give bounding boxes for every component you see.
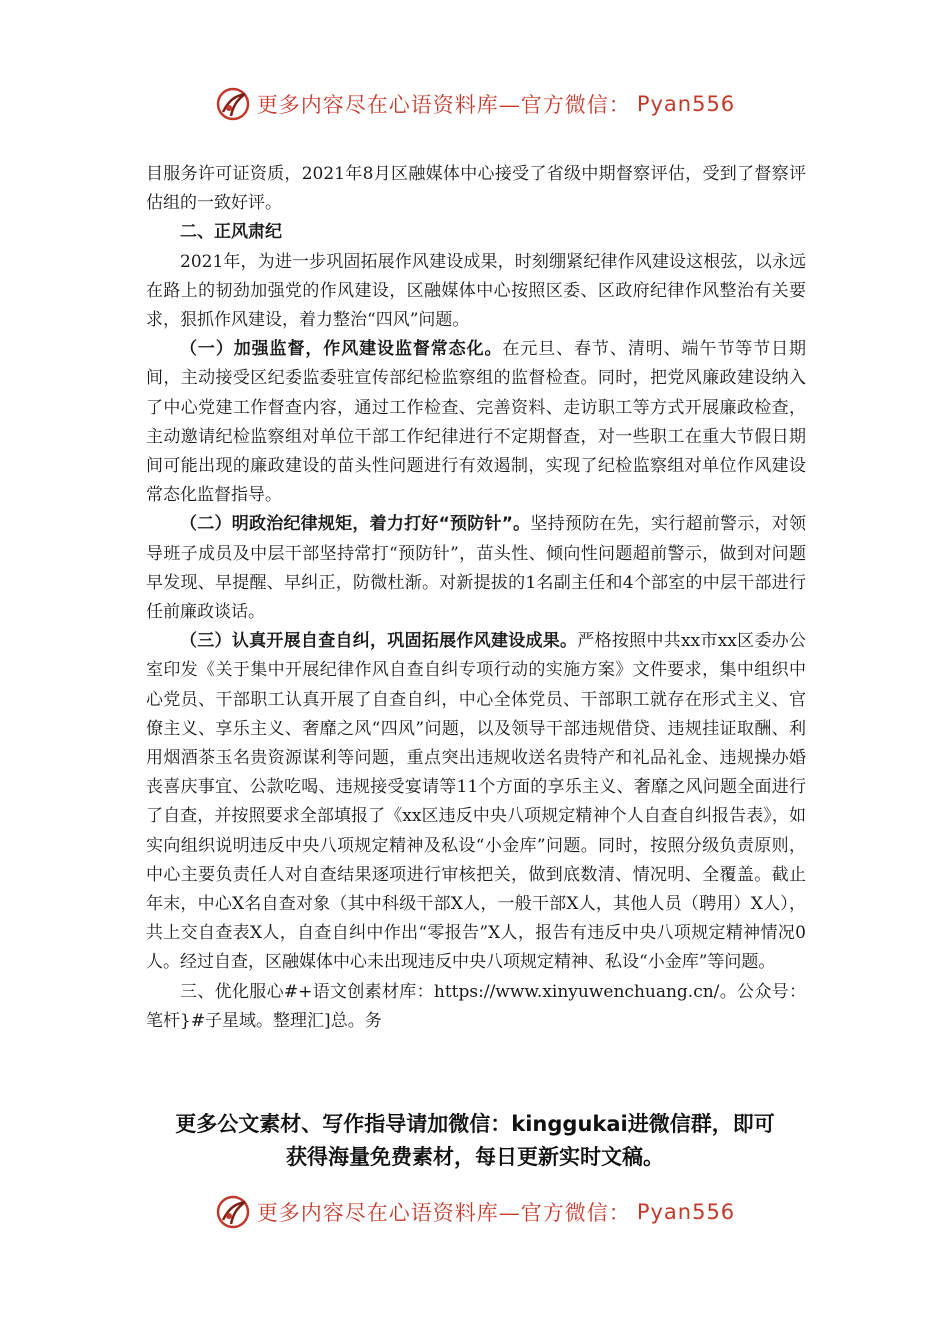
subsection-body: 坚持预防在先，实行超前警示，对领导班子成员及中层干部坚持常打“预防针”，苗头性、倾向性问题超前警示，做到对问题早发现、早提醒、早纠正，防微杜渐。对新提拔的1名副主任和4个部室的中层干部进行任前廉政谈话。	[146, 514, 806, 623]
promo-line: 获得海量免费素材，每日更新实时文稿。	[286, 1145, 664, 1169]
subsection-paragraph	[146, 510, 806, 627]
banner-text: 更多内容尽在心语资料库—官方微信：	[256, 1201, 631, 1225]
promo-notice	[100, 1108, 850, 1174]
brand-logo-icon	[215, 1194, 251, 1230]
subsection-title: （三）认真开展自查自纠，巩固拓展作风建设成果。	[180, 631, 578, 652]
subsection-body: 严格按照中共xx市xx区委办公室印发《关于集中开展纪律作风自查自纠专项行动的实施方案》文件要求，集中组织中心党员、干部职工认真开展了自查自纠，中心全体党员、干部职工就存在形式主义、官僚主义、享乐主义、奢靡之风“四风”问题，以及领导干部违规借贷、违规挂证取酬、利用烟酒茶玉名贵资源谋利等问题，重点突出违规收送名贵特产和礼品礼金、违规操办婚丧喜庆事宜、公款吃喝、违规接受宴请等11个方面的享乐主义、奢靡之风问题全面进行了自查，并按照要求全部填报了《xx区违反中央八项规定精神个人自查自纠报告表》，如实向组织说明违反中央八项规定精神及私设“小金库”问题。同时，按照分级负责原则，中心主要负责任人对自查结果逐项进行审核把关，做到底数清、情况明、全覆盖。截止年末，中心X名自查对象（其中科级干部X人，一般干部X人，其他人员（聘用）X人），共上交自查表X人，自查自纠中作出“零报告”X人，报告有违反中央八项规定精神情况0人。经过自查，区融媒体中心未出现违反中央八项规定精神、私设“小金库”等问题。	[146, 631, 806, 973]
subsection-paragraph	[146, 335, 806, 510]
banner-wechat-id: Pyan556	[636, 92, 736, 116]
subsection-title: （一）加强监督，作风建设监督常态化。	[180, 339, 503, 360]
section-heading: 二、正风肃纪	[180, 222, 282, 243]
promo-line: 更多公文素材、写作指导请加微信：kinggukai进微信群，即可	[175, 1112, 775, 1136]
paragraph: 2021年，为进一步巩固拓展作风建设成果，时刻绷紧纪律作风建设这根弦，以永远在路上的韧劲加强党的作风建设，区融媒体中心按照区委、区政府纪律作风整治有关要求，狠抓作风建设，着力整治“四风”问题。	[146, 251, 806, 331]
document-body	[146, 160, 806, 1036]
subsection-title: （二）明政治纪律规矩，着力打好“预防针”。	[180, 514, 531, 535]
banner-wechat-id: Pyan556	[636, 1200, 736, 1224]
banner-text: 更多内容尽在心语资料库—官方微信：	[256, 93, 631, 117]
watermark-banner-top	[0, 84, 950, 124]
subsection-body: 在元旦、春节、清明、端午节等节日期间，主动接受区纪委监委驻宣传部纪检监察组的监督检查。同时，把党风廉政建设纳入了中心党建工作督查内容，通过工作检查、完善资料、走访职工等方式开展廉政检查，主动邀请纪检监察组对单位干部工作纪律进行不定期督查，对一些职工在重大节假日期间可能出现的廉政建设的苗头性问题进行有效遏制，实现了纪检监察组对单位作风建设常态化监督指导。	[146, 339, 807, 506]
paragraph: 目服务许可证资质，2021年8月区融媒体中心接受了省级中期督察评估，受到了督察评估组的一致好评。	[146, 164, 806, 214]
subsection-paragraph	[146, 627, 806, 977]
brand-logo-icon	[215, 86, 251, 122]
paragraph: 三、优化服心#+语文创素材库：https://www.xinyuwenchuang.cn/。公众号：笔杆}#子星域。整理汇]总。务	[146, 981, 806, 1031]
watermark-banner-bottom	[0, 1192, 950, 1232]
